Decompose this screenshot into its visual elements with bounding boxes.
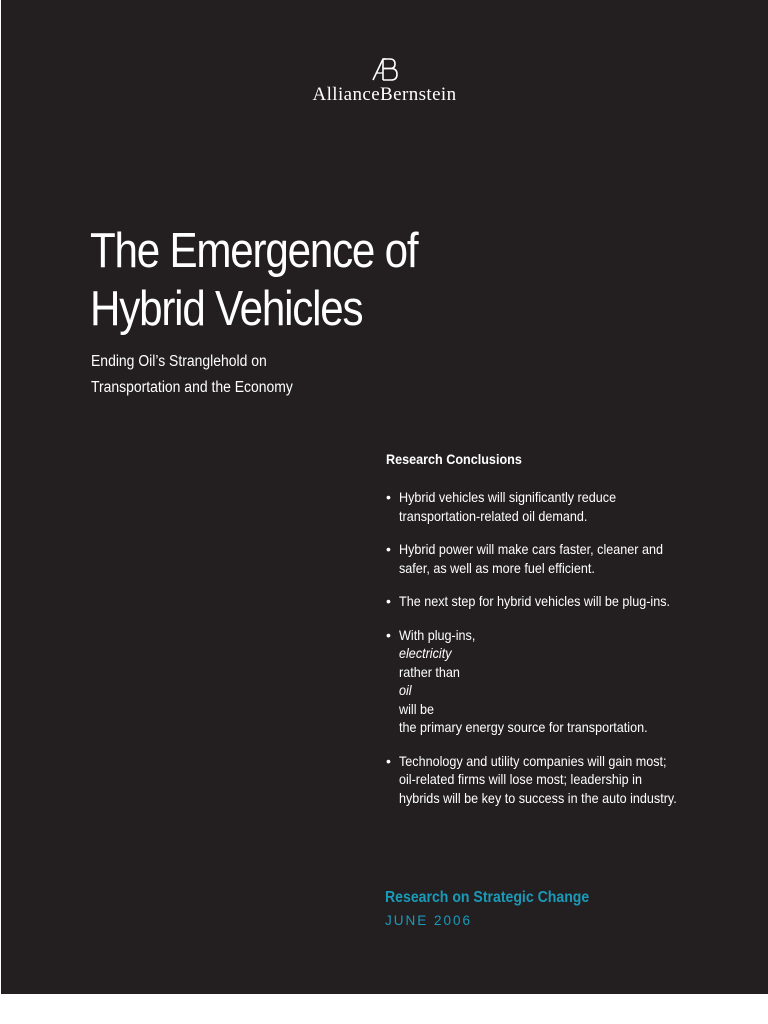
bullet-icon: • bbox=[386, 626, 391, 643]
bullet-icon: • bbox=[386, 489, 391, 505]
conclusion-line bbox=[399, 626, 648, 719]
title-line: Hybrid Vehicles bbox=[90, 282, 363, 336]
list-item bbox=[386, 488, 726, 525]
subtitle-line: Ending Oil’s Stranglehold on bbox=[91, 353, 267, 370]
text-segment: With plug-ins, bbox=[399, 626, 476, 643]
conclusion-text bbox=[399, 752, 677, 808]
conclusion-line: safer, as well as more fuel efficient. bbox=[399, 559, 595, 576]
conclusion-line: oil-related firms will lose most; leadership in bbox=[399, 771, 642, 787]
brand-name: AllianceBernstein bbox=[312, 84, 457, 105]
report-cover bbox=[1, 0, 768, 994]
conclusion-text bbox=[399, 592, 670, 611]
bullet-icon: • bbox=[386, 541, 391, 557]
conclusion-text bbox=[399, 488, 616, 525]
research-conclusions bbox=[386, 448, 726, 822]
conclusion-text bbox=[399, 626, 648, 737]
conclusion-line: the primary energy source for transportation. bbox=[399, 719, 648, 735]
bullet-icon: • bbox=[386, 752, 391, 769]
report-subtitle bbox=[91, 349, 293, 401]
brand-logo bbox=[1, 56, 768, 106]
text-segment: rather than bbox=[399, 663, 460, 680]
series-name: Research on Strategic Change bbox=[385, 889, 590, 906]
subtitle-line: Transportation and the Economy bbox=[91, 379, 293, 396]
conclusion-line: transportation-related oil demand. bbox=[399, 507, 588, 524]
title-line: The Emergence of bbox=[90, 224, 418, 278]
publication-date: JUNE 2006 bbox=[385, 913, 473, 928]
list-item bbox=[386, 626, 726, 737]
emphasis-oil: oil bbox=[399, 682, 412, 698]
conclusion-line: Technology and utility companies will gain most; bbox=[399, 752, 667, 769]
ab-monogram-logo bbox=[355, 56, 415, 82]
text-segment: will be bbox=[399, 700, 435, 717]
conclusion-line: The next step for hybrid vehicles will be plug-ins. bbox=[399, 593, 671, 609]
conclusions-heading: Research Conclusions bbox=[386, 451, 522, 467]
list-item bbox=[386, 752, 726, 808]
list-item bbox=[386, 540, 726, 577]
report-title bbox=[90, 222, 417, 338]
emphasis-electricity: electricity bbox=[399, 645, 452, 661]
conclusion-line: Hybrid power will make cars faster, cleaner and bbox=[399, 541, 664, 557]
list-item bbox=[386, 592, 726, 611]
conclusions-list bbox=[386, 488, 726, 807]
conclusion-line: Hybrid vehicles will significantly reduce bbox=[399, 489, 617, 505]
bullet-icon: • bbox=[386, 593, 391, 609]
conclusion-text bbox=[399, 540, 663, 577]
conclusion-line: hybrids will be key to success in the auto industry. bbox=[399, 789, 677, 806]
